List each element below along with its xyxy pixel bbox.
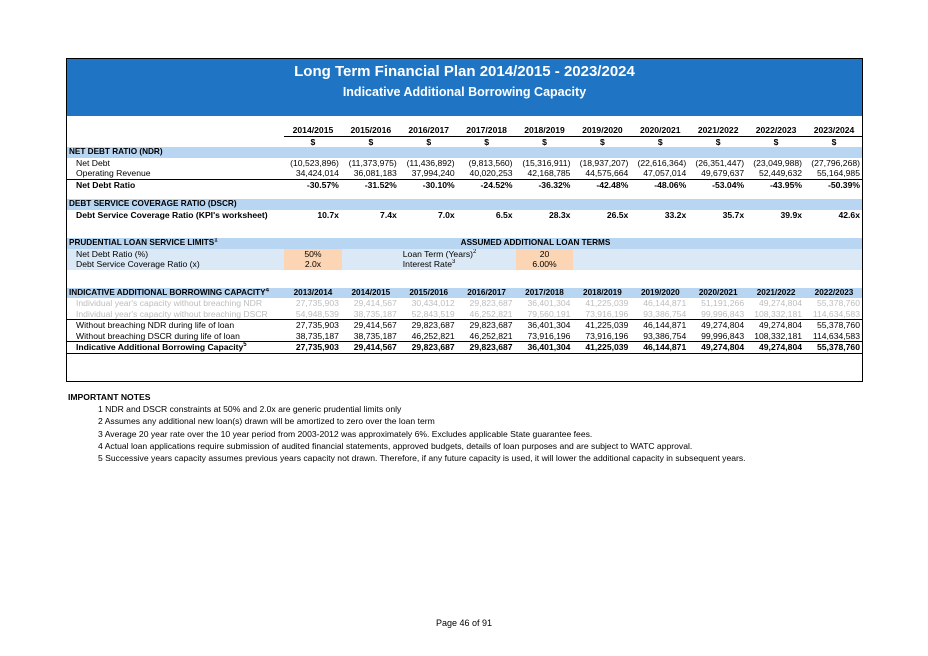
value-cell: (11,373,975) — [348, 157, 397, 168]
value-cell: 54,948,539 — [284, 309, 342, 320]
value-cell: 49,274,804 — [689, 342, 747, 354]
page-number: Page 46 of 91 — [435, 618, 493, 628]
spacer-row — [66, 229, 863, 238]
empty-cell — [284, 270, 342, 279]
value-cell: 29,414,567 — [353, 320, 397, 330]
value-cell: -48.06% — [654, 179, 687, 190]
year-header: 2015/2016 — [342, 125, 400, 136]
currency-symbol: $ — [426, 136, 432, 147]
empty-cell — [400, 220, 458, 229]
empty-cell — [689, 279, 747, 288]
capacity-year-header: 2013/2014 — [284, 288, 342, 299]
value-cell: (11,436,892) — [406, 157, 455, 168]
empty-cell — [516, 220, 574, 229]
value-cell: (27,796,268) — [811, 157, 860, 168]
section-title — [66, 288, 284, 299]
capacity-year-header: 2014/2015 — [342, 288, 400, 299]
value-cell: 73,916,196 — [573, 309, 631, 320]
row-net-debt-ratio — [66, 179, 863, 190]
spacer-row — [66, 220, 863, 229]
limit-value: 2.0x — [284, 259, 342, 270]
empty-cell — [689, 270, 747, 279]
spacer-row — [66, 116, 863, 125]
empty-cell — [689, 116, 747, 125]
section-limits — [66, 238, 863, 249]
footnote-marker: 3 — [451, 259, 456, 266]
value-cell: 46,252,821 — [458, 309, 516, 320]
empty-cell — [66, 270, 284, 279]
value-cell: (18,937,207) — [579, 157, 629, 168]
limit-row — [66, 259, 863, 270]
empty-cell — [573, 259, 863, 270]
value-cell: 79,560,191 — [516, 309, 574, 320]
empty-cell — [400, 190, 458, 199]
value-cell: 46,144,871 — [643, 320, 687, 330]
empty-cell — [66, 125, 284, 136]
empty-cell — [458, 220, 516, 229]
empty-cell — [573, 220, 631, 229]
empty-cell — [400, 116, 458, 125]
value-cell: -42.48% — [596, 179, 629, 190]
empty-cell — [747, 116, 805, 125]
row-individual-capacity — [66, 298, 863, 309]
empty-cell — [342, 190, 400, 199]
currency-symbol: $ — [310, 136, 316, 147]
label-text: PRUDENTIAL LOAN SERVICE LIMITS — [69, 238, 215, 247]
capacity-year-header: 2017/2018 — [516, 288, 574, 299]
empty-cell — [516, 190, 574, 199]
value-cell: (15,316,911) — [522, 157, 571, 168]
value-cell: 27,735,903 — [284, 342, 342, 354]
value-cell: 37,994,240 — [400, 168, 458, 179]
row-label: Without breaching DSCR during life of loan — [66, 331, 284, 342]
empty-cell — [342, 229, 400, 238]
value-cell: 46,252,821 — [458, 331, 516, 342]
value-cell: (9,813,560) — [468, 157, 513, 168]
value-cell: 114,634,583 — [805, 309, 863, 320]
value-cell: 55,378,760 — [805, 342, 863, 354]
year-header: 2014/2015 — [284, 125, 342, 136]
row-label: Individual year's capacity without breaching DSCR — [66, 309, 284, 320]
year-header: 2019/2020 — [573, 125, 631, 136]
title-banner — [66, 58, 863, 116]
term-value: 6.00% — [516, 259, 574, 270]
value-cell: 55,164,985 — [805, 168, 863, 179]
value-cell: 49,274,804 — [701, 320, 745, 330]
empty-cell — [631, 229, 689, 238]
row-label: Operating Revenue — [66, 168, 284, 179]
currency-symbol: $ — [715, 136, 721, 147]
value-cell: (22,616,364) — [637, 157, 687, 168]
year-header: 2021/2022 — [689, 125, 747, 136]
empty-cell — [805, 190, 863, 199]
empty-cell — [342, 220, 400, 229]
value-cell: 73,916,196 — [573, 331, 631, 342]
value-cell: 93,386,754 — [631, 309, 689, 320]
value-cell: -30.10% — [422, 179, 455, 190]
value-cell: 114,634,583 — [805, 331, 863, 342]
empty-cell — [458, 229, 516, 238]
value-cell: 38,735,187 — [284, 331, 342, 342]
empty-cell — [66, 190, 284, 199]
value-cell: 36,401,304 — [527, 298, 571, 308]
value-cell: 29,414,567 — [353, 298, 397, 308]
value-cell: 46,144,871 — [631, 342, 689, 354]
value-cell: 36,401,304 — [516, 342, 574, 354]
capacity-year-header: 2019/2020 — [631, 288, 689, 299]
row-label: Debt Service Coverage Ratio (KPI's worksheet) — [76, 209, 268, 220]
empty-cell — [573, 279, 631, 288]
currency-symbol: $ — [484, 136, 489, 147]
empty-cell — [66, 229, 284, 238]
value-cell: 33.2x — [664, 209, 687, 220]
empty-cell — [284, 190, 342, 199]
empty-cell — [689, 190, 747, 199]
value-cell: -43.95% — [770, 179, 803, 190]
empty-cell — [516, 116, 574, 125]
notes-heading: IMPORTANT NOTES — [68, 392, 151, 402]
value-cell: 27,735,903 — [295, 298, 339, 308]
empty-cell — [631, 238, 863, 249]
currency-symbol: $ — [831, 136, 837, 147]
value-cell: 38,735,187 — [342, 309, 400, 320]
value-cell: (23,049,988) — [753, 157, 803, 168]
value-cell: 49,274,804 — [747, 342, 805, 354]
row-capacity-life — [66, 320, 863, 331]
year-header: 2018/2019 — [516, 125, 574, 136]
value-cell: 29,414,567 — [342, 342, 400, 354]
empty-cell — [66, 116, 284, 125]
label-text: Indicative Additional Borrowing Capacity — [76, 342, 244, 352]
value-cell: 46,252,821 — [400, 331, 458, 342]
value-cell: 108,332,181 — [747, 309, 805, 320]
value-cell: 42,168,785 — [516, 168, 574, 179]
term-label — [400, 259, 516, 270]
year-header-row — [66, 125, 863, 136]
value-cell: (26,351,447) — [695, 157, 745, 168]
limit-value: 50% — [284, 249, 342, 260]
empty-cell — [342, 116, 400, 125]
limit-row — [66, 249, 863, 260]
capacity-year-header: 2018/2019 — [573, 288, 631, 299]
value-cell: 47,057,014 — [631, 168, 689, 179]
row-total-capacity — [66, 342, 863, 354]
value-cell: 52,843,519 — [400, 309, 458, 320]
empty-cell — [805, 229, 863, 238]
value-cell: 36,401,304 — [527, 320, 571, 330]
term-label — [400, 249, 516, 260]
note-item: 2 Assumes any additional new loan(s) drawn will be amortized to zero over the loan term — [98, 416, 435, 427]
value-cell: 52,449,632 — [747, 168, 805, 179]
value-cell: -50.39% — [827, 179, 860, 190]
empty-cell — [573, 116, 631, 125]
value-cell: (10,523,896) — [290, 157, 339, 168]
financial-table — [66, 116, 863, 354]
note-item: 4 Actual loan applications require submission of audited financial statements, approved budgets, details of loan purposes and are subject to WATC approval. — [98, 440, 693, 451]
footnote-marker: 4 — [265, 287, 269, 293]
value-cell: 29,823,687 — [400, 342, 458, 354]
section-title — [66, 238, 458, 249]
currency-symbol: $ — [542, 136, 547, 147]
important-notes — [68, 391, 746, 464]
empty-cell — [747, 220, 805, 229]
page-title: Long Term Financial Plan 2014/2015 - 2023/2024 — [294, 63, 635, 80]
empty-cell — [400, 229, 458, 238]
limit-label: Net Debt Ratio (%) — [66, 249, 284, 260]
capacity-year-header: 2021/2022 — [747, 288, 805, 299]
value-cell: 7.0x — [437, 209, 455, 220]
value-cell: 10.7x — [317, 209, 339, 220]
empty-cell — [747, 229, 805, 238]
empty-cell — [458, 279, 516, 288]
empty-cell — [573, 229, 631, 238]
value-cell: 93,386,754 — [631, 331, 689, 342]
footnote-marker: 1 — [214, 238, 218, 244]
value-cell: 41,225,039 — [585, 298, 629, 308]
empty-cell — [805, 220, 863, 229]
row-label: Net Debt Ratio — [76, 179, 136, 190]
value-cell: 41,225,039 — [585, 320, 629, 330]
value-cell: 36,081,183 — [342, 168, 400, 179]
row-label: Individual year's capacity without breaching NDR — [76, 298, 263, 308]
value-cell: -24.52% — [480, 179, 513, 190]
currency-symbol: $ — [600, 136, 605, 147]
currency-symbol: $ — [368, 136, 374, 147]
year-header: 2023/2024 — [805, 125, 863, 136]
value-cell: 35.7x — [722, 209, 745, 220]
row-net-debt — [66, 158, 863, 169]
empty-cell — [284, 220, 342, 229]
note-item: 1 NDR and DSCR constraints at 50% and 2.0x are generic prudential limits only — [98, 404, 402, 415]
spacer-row — [66, 190, 863, 199]
empty-cell — [66, 220, 284, 229]
value-cell: 27,735,903 — [295, 320, 339, 330]
empty-cell — [458, 190, 516, 199]
label-text: Interest Rate — [402, 259, 452, 269]
notes-list — [68, 403, 746, 464]
empty-cell — [747, 270, 805, 279]
empty-cell — [631, 116, 689, 125]
row-label — [66, 342, 284, 354]
currency-symbol: $ — [773, 136, 779, 147]
empty-cell — [689, 229, 747, 238]
section-title: NET DEBT RATIO (NDR) — [66, 147, 863, 158]
value-cell: 6.5x — [495, 209, 513, 220]
footnote-marker: 2 — [473, 248, 477, 255]
empty-cell — [805, 270, 863, 279]
empty-cell — [284, 116, 342, 125]
value-cell: 28.3x — [548, 209, 571, 220]
footnote-marker: 5 — [243, 342, 247, 349]
row-capacity-life — [66, 331, 863, 342]
value-cell: 29,823,687 — [458, 342, 516, 354]
row-individual-capacity — [66, 309, 863, 320]
empty-cell — [631, 270, 689, 279]
value-cell: 46,144,871 — [643, 298, 687, 308]
value-cell: 55,378,760 — [816, 298, 860, 308]
empty-cell — [342, 249, 400, 260]
value-cell: 39.9x — [780, 209, 803, 220]
empty-cell — [66, 136, 284, 147]
loan-terms-header: ASSUMED ADDITIONAL LOAN TERMS — [458, 238, 632, 249]
section-title: DEBT SERVICE COVERAGE RATIO (DSCR) — [66, 199, 863, 210]
value-cell: 41,225,039 — [573, 342, 631, 354]
year-header: 2020/2021 — [631, 125, 689, 136]
value-cell: 99,996,843 — [689, 331, 747, 342]
empty-cell — [573, 190, 631, 199]
value-cell: 26.5x — [606, 209, 629, 220]
row-label: Without breaching NDR during life of loan — [76, 320, 235, 330]
value-cell: 30,434,012 — [411, 298, 455, 308]
value-cell: 49,274,804 — [759, 320, 803, 330]
empty-cell — [631, 279, 689, 288]
year-header: 2017/2018 — [458, 125, 516, 136]
empty-cell — [516, 279, 574, 288]
empty-cell — [516, 229, 574, 238]
spacer-row — [66, 279, 863, 288]
value-cell: 108,332,181 — [747, 331, 805, 342]
empty-cell — [805, 279, 863, 288]
capacity-year-header: 2016/2017 — [458, 288, 516, 299]
capacity-year-header: 2015/2016 — [400, 288, 458, 299]
capacity-year-header: 2022/2023 — [805, 288, 863, 299]
value-cell: 49,274,804 — [759, 298, 803, 308]
empty-cell — [342, 270, 400, 279]
empty-cell — [342, 259, 400, 270]
empty-cell — [400, 270, 458, 279]
page-subtitle: Indicative Additional Borrowing Capacity — [342, 85, 587, 99]
label-text: INDICATIVE ADDITIONAL BORROWING CAPACITY — [69, 287, 266, 297]
value-cell: 7.4x — [380, 209, 397, 220]
section-capacity — [66, 288, 863, 299]
value-cell: -53.04% — [712, 179, 745, 190]
empty-cell — [573, 270, 631, 279]
empty-cell — [573, 249, 863, 260]
empty-cell — [458, 116, 516, 125]
value-cell: 99,996,843 — [689, 309, 747, 320]
empty-cell — [458, 270, 516, 279]
empty-cell — [747, 190, 805, 199]
empty-cell — [805, 116, 863, 125]
currency-symbol: $ — [657, 136, 663, 147]
value-cell: 42.6x — [838, 209, 860, 220]
value-cell: -36.32% — [538, 179, 571, 190]
note-item: 5 Successive years capacity assumes previous years capacity not drawn. Therefore, if any future capacity is used, it will lower the additional capacity in subsequent years. — [98, 453, 746, 464]
value-cell: 34,424,014 — [284, 168, 342, 179]
spacer-row — [66, 270, 863, 279]
note-item: 3 Average 20 year rate over the 10 year period from 2003-2012 was approximately 6%. Excludes applicable State guarantee fees. — [98, 428, 593, 439]
value-cell: 49,679,637 — [689, 168, 747, 179]
value-cell: 29,823,687 — [469, 298, 513, 308]
row-label: Net Debt — [76, 157, 110, 168]
value-cell: 44,575,664 — [573, 168, 631, 179]
empty-cell — [284, 229, 342, 238]
value-cell: 38,735,187 — [342, 331, 400, 342]
empty-cell — [631, 190, 689, 199]
empty-cell — [66, 279, 284, 288]
value-cell: -31.52% — [364, 179, 397, 190]
value-cell: 51,191,266 — [701, 298, 745, 308]
value-cell: 73,916,196 — [516, 331, 574, 342]
value-cell: 29,823,687 — [411, 320, 455, 330]
empty-cell — [689, 220, 747, 229]
row-operating-revenue — [66, 168, 863, 179]
empty-cell — [631, 220, 689, 229]
label-text: Loan Term (Years) — [402, 248, 473, 259]
value-cell: 29,823,687 — [469, 320, 513, 330]
empty-cell — [284, 279, 342, 288]
section-ndr — [66, 147, 863, 158]
value-cell: -30.57% — [306, 179, 339, 190]
value-cell: 55,378,760 — [816, 320, 860, 330]
currency-row — [66, 136, 863, 147]
year-header: 2022/2023 — [747, 125, 805, 136]
empty-cell — [747, 279, 805, 288]
term-value: 20 — [516, 249, 574, 260]
year-header: 2016/2017 — [400, 125, 458, 136]
value-cell: 40,020,253 — [458, 168, 516, 179]
financial-plan-sheet — [66, 58, 863, 354]
capacity-year-header: 2020/2021 — [689, 288, 747, 299]
empty-cell — [400, 279, 458, 288]
limit-label: Debt Service Coverage Ratio (x) — [66, 259, 284, 270]
empty-cell — [516, 270, 574, 279]
section-dscr — [66, 199, 863, 210]
row-dscr — [66, 210, 863, 221]
empty-cell — [342, 279, 400, 288]
